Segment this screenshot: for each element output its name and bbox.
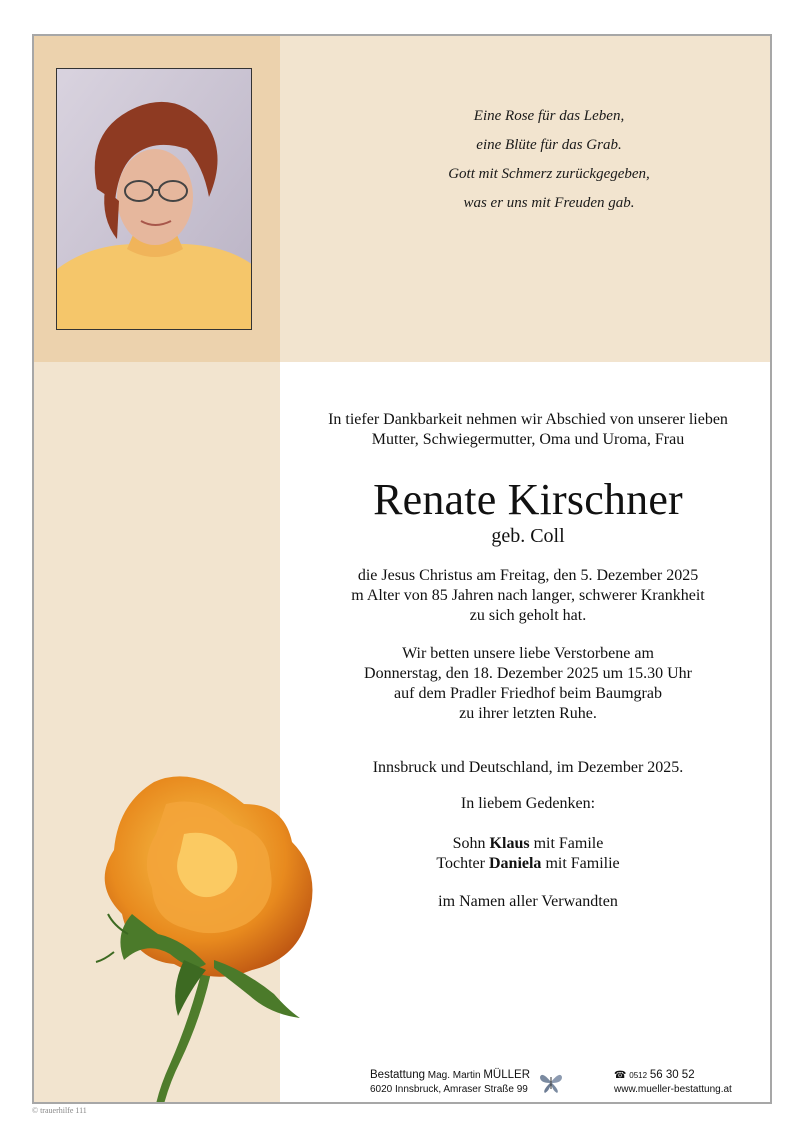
footer-contact <box>614 1068 732 1097</box>
phone-prefix: 0512 <box>629 1071 648 1080</box>
funeral-line: Donnerstag, den 18. Dezember 2025 um 15.30 Uhr <box>364 665 692 682</box>
obituary-card <box>32 34 772 1104</box>
funeral-notice <box>288 644 768 724</box>
mourner-suffix: mit Famile <box>533 835 604 852</box>
phone-icon: ☎ <box>614 1070 627 1081</box>
website-link[interactable]: www.mueller-bestattung.at <box>614 1084 732 1095</box>
poem-line: Eine Rose für das Leben, <box>473 108 625 124</box>
company-word: Bestattung <box>370 1069 425 1081</box>
birth-name: geb. Coll <box>491 525 565 547</box>
mourner-name: Daniela <box>488 855 542 872</box>
poem-line: eine Blüte für das Grab. <box>476 137 622 153</box>
mourner-suffix: mit Familie <box>545 855 620 872</box>
phone-line <box>614 1068 732 1083</box>
photo-frame <box>34 36 280 362</box>
portrait-photo <box>56 68 252 330</box>
phone-number: 56 30 52 <box>649 1069 695 1081</box>
company-line <box>370 1068 530 1083</box>
copyright-notice: © trauerhilfe 111 <box>32 1106 87 1115</box>
rose-icon <box>74 764 324 1104</box>
mourner-name: Klaus <box>489 835 530 852</box>
mourner-prefix: Sohn <box>452 835 486 852</box>
funeral-line: Wir betten unsere liebe Verstorbene am <box>402 645 654 662</box>
death-line: die Jesus Christus am Freitag, den 5. Dezember 2025 <box>357 567 699 584</box>
funeral-line: auf dem Pradler Friedhof beim Baumgrab <box>394 685 662 702</box>
intro-line: Mutter, Schwiegermutter, Oma und Uroma, Frau <box>371 431 685 448</box>
poem <box>364 102 734 218</box>
footer-company <box>370 1068 530 1097</box>
intro-line: In tiefer Dankbarkeit nehmen wir Abschied von unserer lieben <box>328 411 728 428</box>
company-name: MÜLLER <box>483 1069 530 1081</box>
funeral-home-footer <box>370 1068 750 1098</box>
poem-line: was er uns mit Freuden gab. <box>463 195 635 211</box>
death-line: zu sich geholt hat. <box>469 607 587 624</box>
memory-heading: In liebem Gedenken: <box>460 795 596 812</box>
funeral-line: zu ihrer letzten Ruhe. <box>459 705 597 722</box>
portrait-illustration <box>57 69 252 330</box>
relatives-line: im Namen aller Verwandten <box>438 893 618 910</box>
deceased-name: Renate Kirschner <box>373 475 683 524</box>
mourner-line <box>288 854 768 874</box>
mourner-line <box>288 834 768 854</box>
mourners-list <box>288 834 768 874</box>
death-line: m Alter von 85 Jahren nach langer, schwerer Krankheit <box>351 587 705 604</box>
poem-line: Gott mit Schmerz zurückgegeben, <box>448 166 650 182</box>
mourner-prefix: Tochter <box>436 855 485 872</box>
place-date: Innsbruck und Deutschland, im Dezember 2025. <box>372 759 684 776</box>
company-address: 6020 Innsbruck, Amraser Straße 99 <box>370 1084 528 1095</box>
intro-text <box>288 410 768 450</box>
butterfly-icon <box>538 1069 564 1095</box>
company-small: Mag. Martin <box>427 1070 481 1081</box>
death-notice <box>288 566 768 626</box>
